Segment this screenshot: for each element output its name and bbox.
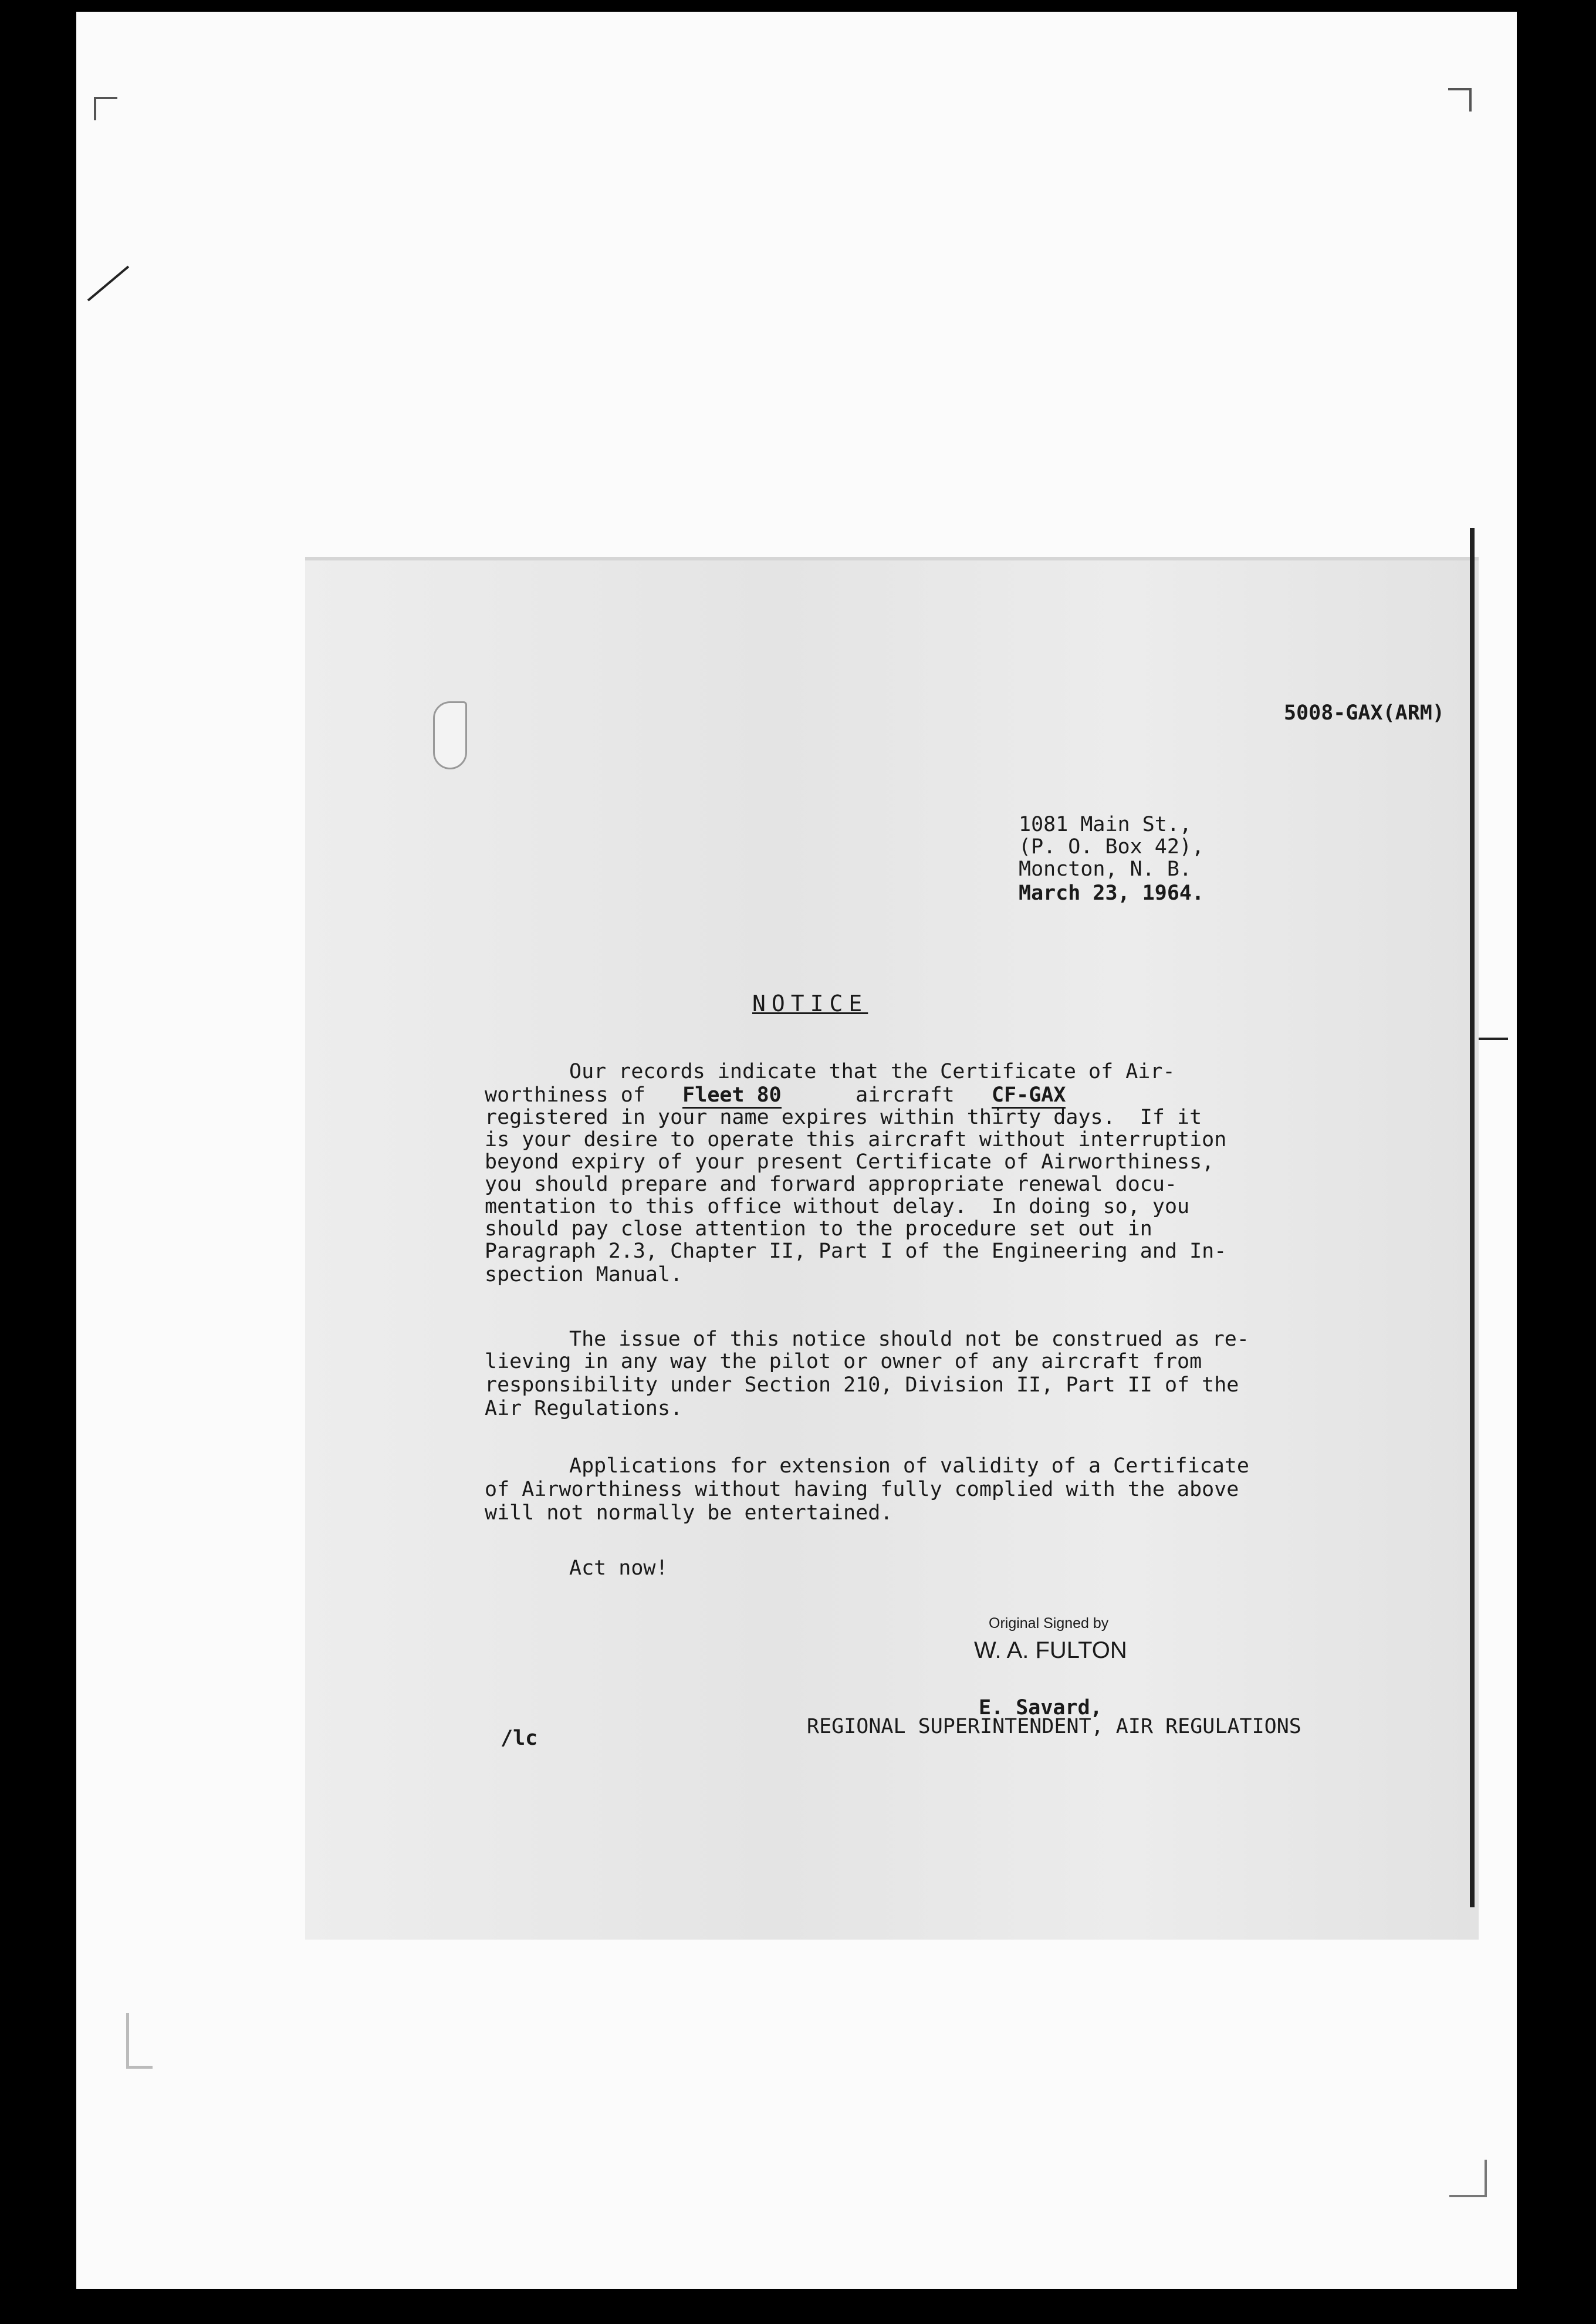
crop-mark-bottom-right — [1449, 2160, 1487, 2197]
signatory-name: E. Savard, — [979, 1696, 1103, 1720]
signatory-title: REGIONAL SUPERINTENDENT, AIR REGULATIONS — [807, 1715, 1301, 1738]
notice-title: NOTICE — [752, 991, 868, 1016]
p1-line-10: spection Manual. — [485, 1263, 683, 1286]
p1-line-4: is your desire to operate this aircraft without interruption — [485, 1128, 1227, 1151]
paper-edge-shadow — [1470, 528, 1475, 1907]
p1-line-9: Paragraph 2.3, Chapter II, Part I of the Engineering and In- — [485, 1239, 1227, 1263]
p1-line-2 — [485, 1083, 1066, 1107]
address-line-3: Moncton, N. B. — [1019, 857, 1192, 881]
p2-line-1: The issue of this notice should not be construed as re- — [569, 1327, 1249, 1351]
p1-line-6: you should prepare and forward appropriate renewal docu- — [485, 1173, 1178, 1196]
p3-line-2: of Airworthiness without having fully complied with the above — [485, 1478, 1239, 1501]
p3-line-3: will not normally be entertained. — [485, 1501, 893, 1525]
signature-stamp-line: Original Signed by — [989, 1615, 1109, 1631]
p1-line-1: Our records indicate that the Certificate of Air- — [569, 1060, 1175, 1083]
address-line-2: (P. O. Box 42), — [1019, 835, 1205, 859]
p2-line-2: lieving in any way the pilot or owner of any aircraft from — [485, 1350, 1202, 1373]
p1-line-2-mid: aircraft — [843, 1083, 967, 1107]
closing-line: Act now! — [569, 1556, 668, 1580]
crop-mark-bottom-left — [126, 2013, 153, 2069]
signature-stamp-name: W. A. FULTON — [974, 1637, 1127, 1663]
p2-line-4: Air Regulations. — [485, 1397, 683, 1420]
crop-mark-top-right — [1448, 88, 1472, 112]
p1-line-2-pre: worthiness of — [485, 1083, 658, 1107]
aircraft-type-field: Fleet 80 — [682, 1083, 782, 1109]
p1-line-3: registered in your name expires within thirty days. If it — [485, 1106, 1202, 1129]
crop-mark-top-left — [94, 97, 117, 120]
punch-hole — [433, 701, 467, 769]
p1-line-5: beyond expiry of your present Certificate of Airworthiness, — [485, 1150, 1215, 1174]
p1-line-8: should pay close attention to the procedure set out in — [485, 1217, 1152, 1241]
p2-line-3: responsibility under Section 210, Division II, Part II of the — [485, 1373, 1239, 1397]
typist-initials: /lc — [501, 1727, 538, 1750]
registration-field: CF-GAX — [992, 1083, 1066, 1109]
file-reference: 5008-GAX(ARM) — [1284, 701, 1445, 725]
edge-tick-mark — [1479, 1038, 1508, 1040]
p3-line-1: Applications for extension of validity of a Certificate — [569, 1454, 1249, 1478]
address-line-1: 1081 Main St., — [1019, 813, 1192, 836]
p1-line-7: mentation to this office without delay. In doing so, you — [485, 1195, 1190, 1218]
letter-date: March 23, 1964. — [1019, 881, 1205, 905]
